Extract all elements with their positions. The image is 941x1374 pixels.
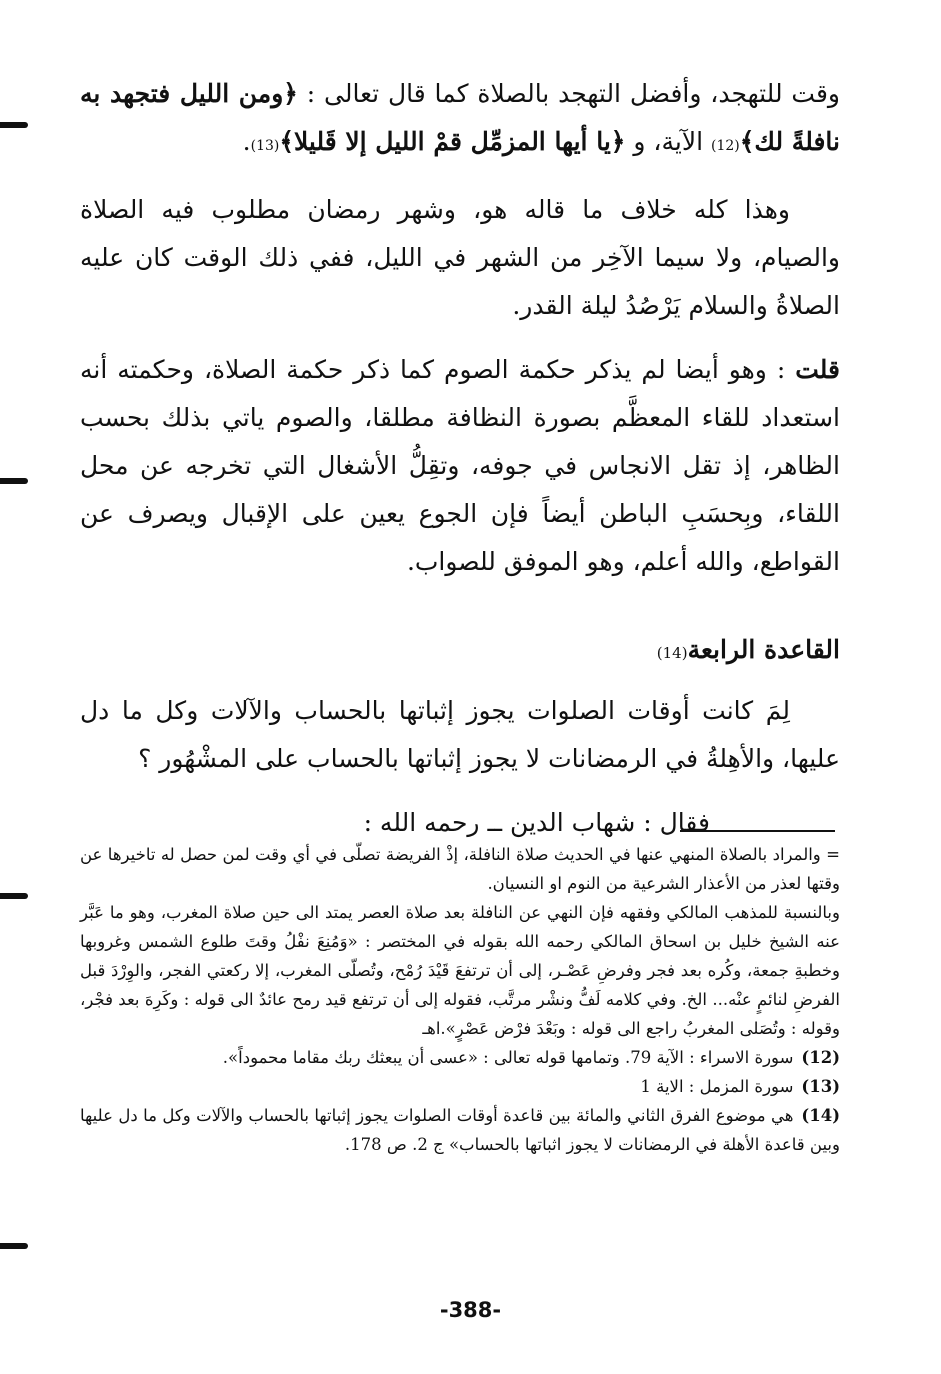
quran-quote: ﴿يا أيها المزمِّل قمْ الليل إلا قَليلا﴾ (279, 127, 626, 156)
footnote-separator (680, 830, 835, 832)
scan-edge-mark (0, 478, 28, 484)
footnotes (80, 840, 840, 1159)
footnote-14 (80, 1101, 840, 1159)
text-run: الآية، و (625, 127, 711, 156)
scan-edge-mark (0, 122, 28, 128)
paragraph-2: وهذا كله خلاف ما قاله هو، وشهر رمضان مطلوب فيه الصلاة والصيام، ولا سيما الآخِر من الشهر في الليل، ففي ذلك الوقت كان عليه الصلاةُ والسلام يَرْصُدُ ليلة القدر. (80, 195, 840, 320)
quran-quote: ﴿ومن الليل فتجهد به نافلةً لك﴾ (80, 79, 840, 156)
footnote-12 (80, 1043, 840, 1072)
heading-text: القاعدة الرابعة (687, 635, 840, 664)
text-run: وقت للتهجد، وأفضل التهجد بالصلاة كما قال تعالى : (297, 79, 840, 108)
scan-edge-mark (0, 1243, 28, 1249)
section-heading (80, 626, 840, 677)
scan-edge-mark (0, 893, 28, 899)
main-text (80, 70, 840, 863)
footnote-13 (80, 1072, 840, 1101)
paragraph-3 (80, 346, 840, 586)
footnote-number: (14) (801, 1106, 840, 1125)
paragraph-1 (80, 70, 840, 170)
footnote-number: (12) (801, 1048, 840, 1067)
footnote-text: هي موضوع الفرق الثاني والمائة بين قاعدة أوقات الصلوات يجوز إثباتها بالحساب والآلات وكل ما دل عليها وبين قاعدة الأهلة في الرمضانات لا يجوز اثباتها بالحساب» ج 2. ص 178. (80, 1106, 840, 1154)
footnote-ref-13[interactable]: (13) (250, 138, 280, 154)
footnote-ref-14[interactable]: (14) (656, 644, 688, 662)
paragraph-lead: قلت (795, 355, 840, 384)
footnote-continuation: = والمراد بالصلاة المنهي عنها في الحديث صلاة النافلة، إذْ الفريضة تصلّى في أي وقت لمن حصل له تاخيرها عن وقتها لعذر من الأعذار الشرعية من النوم او النسيان. (80, 845, 840, 893)
footnote-number: (13) (801, 1077, 840, 1096)
footnote-text: سورة المزمل : الاية 1 (640, 1077, 794, 1096)
text-run: . (242, 127, 251, 156)
footnote-text: سورة الاسراء : الآية 79. وتمامها قوله تعالى : «عسى أن يبعثك ربك مقاما محموداً». (222, 1048, 794, 1067)
text-run: : وهو أيضا لم يذكر حكمة الصوم كما ذكر حكمة الصلاة، وحكمته أنه استعداد للقاء المعظَّم بصورة النظافة مطلقا، والصوم ياتي بذلك بحسب الظاهر، إذ تقل الانجاس في جوفه، وتقِلُّ الأشغال التي تخرجه عن محل اللقاء، وبِحسَبِ الباطن أيضاً فإن الجوع يعين على الإقبال ويصرف عن القواطع، والله أعلم، وهو الموفق للصواب. (80, 355, 840, 576)
paragraph-4: لِمَ كانت أوقات الصلوات يجوز إثباتها بالحساب والآلات وكل ما دل عليها، والأهِلةُ في الرمضانات لا يجوز إثباتها بالحساب على المشْهُور ؟ (80, 696, 840, 773)
footnote-continuation: وبالنسبة للمذهب المالكي وفقهه فإن النهي عن النافلة بعد صلاة العصر يمتد الى حين صلاة المغرب، وهو ما عَبَّر عنه الشيخ خليل بن اسحاق المالكي رحمه الله بقوله في المختصر : «وَمُنِعَ نفْلُ وقتَ طلوع الشمس وغروبها وخطبةِ جمعة، وكُره بعد فجر وفرضِ عَصْـر، إلى أن ترتفعَ قَيْدَ رُمْح، وتُصلّى المغرب، إلا ركعتي الفجر، والوِرْدَ قبل الفرضِ لنائمٍ عنْه... الخ. وفي كلامه لَفُّ ونشْر مرتَّب، فقوله إلى أن ترتفع قيد رمح عائدٌ الى قوله : وكَرِهَ بعد فجْر، وقوله : وتُصَلى المغربُ راجع الى قوله : وبَعْدَ فرْض عَصْرٍ».اهـ (80, 903, 840, 1038)
page-number: -388- (439, 1298, 502, 1322)
footnote-ref-12[interactable]: (12) (710, 138, 740, 154)
paragraph-5: فقال : شهاب الدين ــ رحمه الله : (363, 808, 710, 837)
